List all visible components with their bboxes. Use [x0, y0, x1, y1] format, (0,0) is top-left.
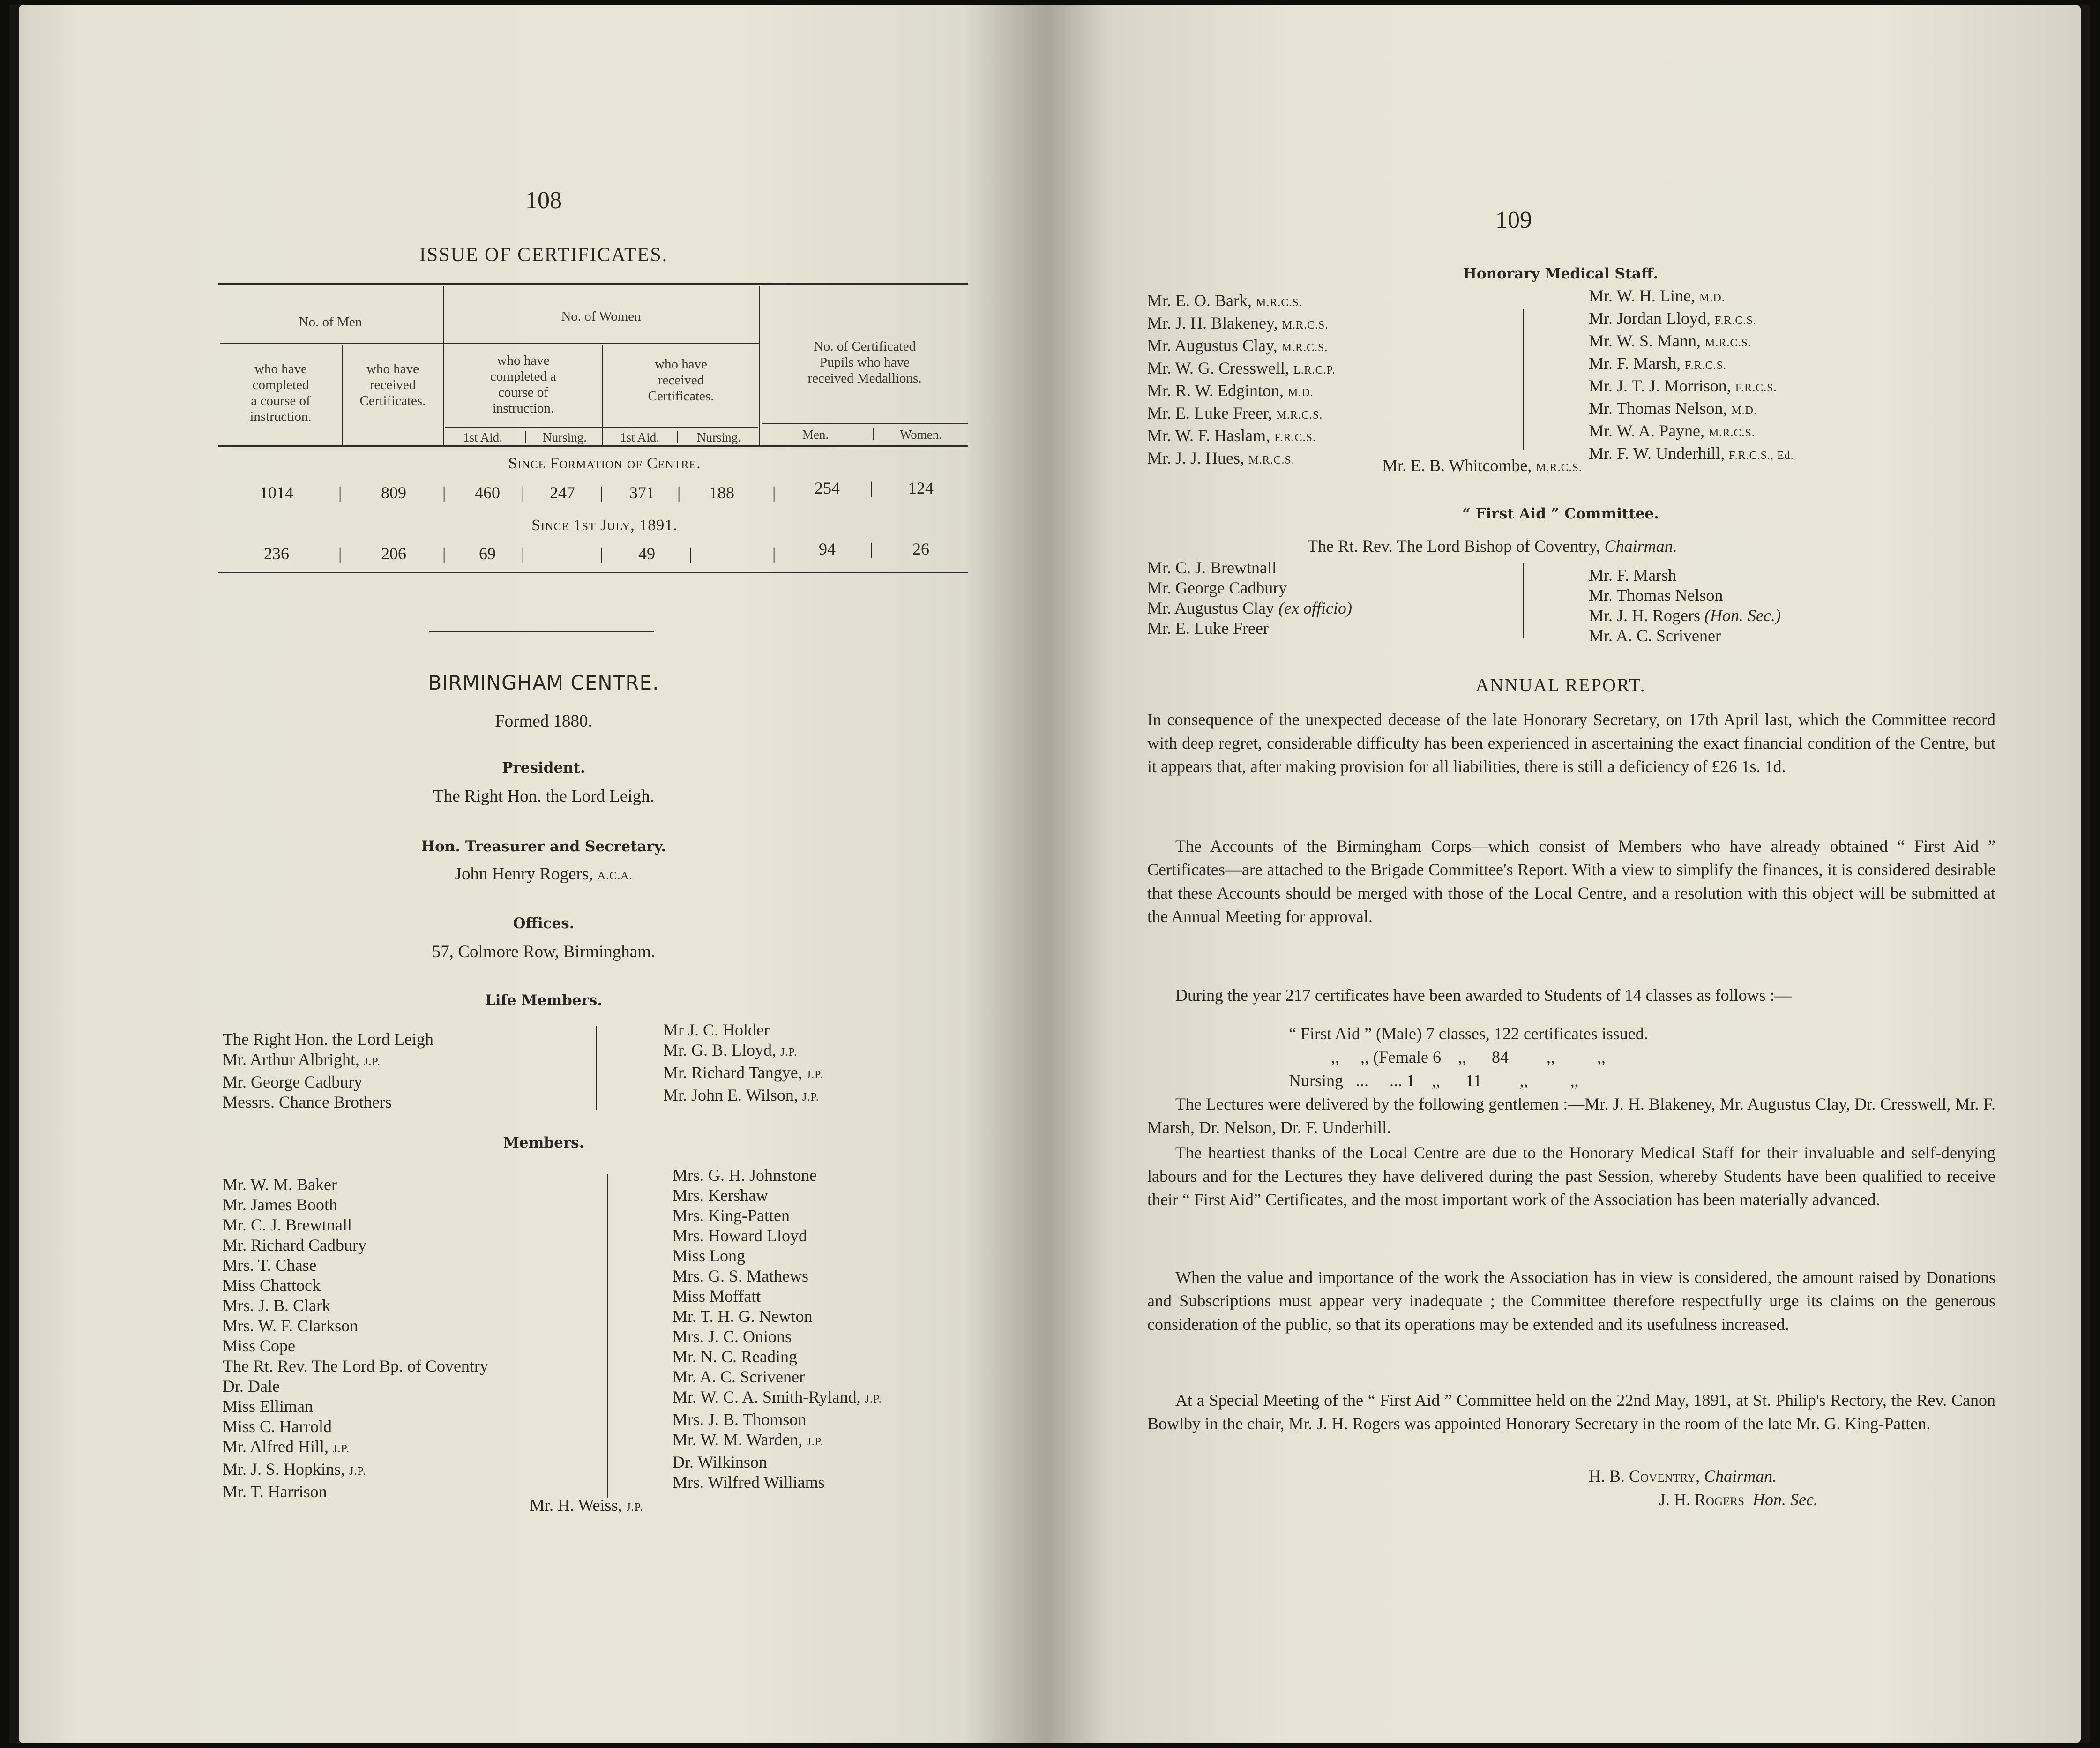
list-item: Mr. Augustus Clay, M.R.C.S. — [1147, 336, 1328, 355]
members-right — [673, 1165, 882, 1493]
list-item: Miss Moffatt — [673, 1287, 761, 1305]
header-medallions: No. of Certificated Pupils who have received Medallions. — [807, 339, 922, 386]
sub-first-aid: 1st Aid. — [620, 430, 660, 444]
members-last: Mr. H. Weiss, J.P. — [530, 1496, 643, 1515]
list-item: Mr. W. H. Line, M.D. — [1589, 286, 1725, 305]
list-item: The Right Hon. the Lord Leigh — [223, 1030, 433, 1049]
offices-address: 57, Colmore Row, Birmingham. — [432, 942, 656, 961]
list-item: Mrs. W. F. Clarkson — [223, 1316, 359, 1335]
header-men-completed: who have completed a course of instruction. — [250, 361, 312, 424]
list-item: Mr. F. Marsh — [1589, 566, 1677, 585]
page-number: 108 — [525, 187, 562, 214]
header-women-received: who have received Certificates. — [648, 357, 714, 404]
sub-men: Men. — [802, 428, 829, 442]
header-women: No. of Women — [561, 309, 641, 324]
report-paragraph: When the value and importance of the work the Association has in view is considered, the amount raised by Donations and Subscriptions must appear very inadequate ; the Committee therefore respectfully urge its claims on the generous consideration of the public, so that its operations may be extended and its usefulness increased. — [1147, 1268, 1995, 1334]
list-item: Mr. W. M. Baker — [223, 1175, 337, 1194]
list-item: Miss Elliman — [223, 1397, 314, 1416]
signature-chairman: H. B. Coventry, Chairman. — [1589, 1467, 1777, 1485]
list-item: Mr. W. C. A. Smith-Ryland, J.P. — [673, 1388, 882, 1406]
signature-secretary: J. H. Rogers Hon. Sec. — [1659, 1490, 1818, 1509]
list-item: Mr J. C. Holder — [663, 1020, 770, 1039]
list-item: Mr. T. H. G. Newton — [673, 1307, 813, 1326]
list-item: Mr. R. W. Edginton, M.D. — [1147, 381, 1314, 400]
list-item: Mr. Thomas Nelson, M.D. — [1589, 399, 1757, 418]
medical-staff-heading: Honorary Medical Staff. — [1463, 265, 1659, 282]
medical-staff-right — [1589, 286, 1794, 466]
list-item: Mr. T. Harrison — [223, 1482, 327, 1501]
sub-first-aid: 1st Aid. — [463, 430, 503, 444]
report-paragraph: At a Special Meeting of the “ First Aid ” Committee held on the 22nd May, 1891, at St. Philip's Rectory, the Rev. Canon Bowlby in the chair, Mr. J. H. Rogers was appointed Honorary Secretary in the room of the late Mr. G. King-Patten. — [1147, 1391, 1995, 1433]
list-item: “ First Aid ” (Male) 7 classes, 122 certificates issued. — [1289, 1024, 1648, 1043]
list-item: Nursing ... ... 1 ,, 11 ,, ,, — [1289, 1071, 1579, 1090]
list-item: ,, ,, (Female 6 ,, 84 ,, ,, — [1331, 1048, 1606, 1066]
medical-staff-left — [1147, 291, 1335, 471]
list-item: Mr. J. T. J. Morrison, F.R.C.S. — [1589, 376, 1777, 395]
header-men-received: who have received Certificates. — [359, 361, 426, 408]
list-item: Mr. George Cadbury — [223, 1073, 363, 1091]
president-name: The Right Hon. the Lord Leigh. — [433, 787, 654, 806]
list-item: Miss Long — [673, 1246, 746, 1265]
list-item: Mr. J. S. Hopkins, J.P. — [223, 1460, 366, 1478]
report-paragraph: The Lectures were delivered by the following gentlemen :—Mr. J. H. Blakeney, Mr. Augustus Clay, Dr. Cresswell, Mr. F. Marsh, Dr. Nelson, Dr. F. Underhill. — [1147, 1095, 1995, 1137]
centre-title: BIRMINGHAM CENTRE. — [428, 671, 659, 694]
committee-heading: “ First Aid ” Committee. — [1462, 505, 1659, 522]
treasurer-heading: Hon. Treasurer and Secretary. — [421, 838, 666, 855]
report-paragraph: The heartiest thanks of the Local Centre are due to the Honorary Medical Staff for their invaluable and self-denying labours and for the Lectures they have delivered during the past Session, whereby Students have been qualified to receive their “ First Aid” Certificates, and the most important work of the Association has been materially advanced. — [1147, 1143, 1995, 1209]
treasurer-name: John Henry Rogers, A.C.A. — [455, 864, 633, 884]
committee-chairman: The Rt. Rev. The Lord Bishop of Coventry, Chairman. — [1308, 537, 1677, 555]
members-heading: Members. — [503, 1134, 584, 1151]
list-item: Mrs. J. C. Onions — [673, 1327, 792, 1346]
list-item: Mr. J. J. Hues, M.R.C.S. — [1147, 449, 1295, 467]
list-item: Mr. E. Luke Freer — [1147, 619, 1269, 638]
list-item: Dr. Dale — [223, 1377, 280, 1395]
right-page — [1045, 5, 2081, 1743]
list-item: Dr. Wilkinson — [673, 1453, 767, 1471]
list-item: Mr. Thomas Nelson — [1589, 586, 1723, 605]
committee-left — [1147, 558, 1352, 638]
list-item: Mr. George Cadbury — [1147, 578, 1287, 597]
list-item: Mrs. King-Patten — [673, 1206, 790, 1225]
list-item: Mr. Arthur Albright, J.P. — [223, 1050, 381, 1069]
formed-date: Formed 1880. — [495, 712, 592, 731]
list-item: Mrs. T. Chase — [223, 1256, 317, 1275]
medical-staff-last: Mr. E. B. Whitcombe, M.R.C.S. — [1383, 456, 1583, 475]
committee-right — [1589, 565, 1781, 646]
annual-report-heading: ANNUAL REPORT. — [1475, 675, 1646, 696]
life-members-heading: Life Members. — [485, 992, 603, 1009]
sub-women: Women. — [899, 428, 942, 442]
list-item: Mrs. G. H. Johnstone — [673, 1166, 817, 1185]
list-item: The Rt. Rev. The Lord Bp. of Coventry — [223, 1357, 488, 1375]
list-item: Mr. F. W. Underhill, F.R.C.S., Ed. — [1589, 444, 1794, 463]
list-item: Mr. Richard Tangye, J.P. — [663, 1063, 823, 1082]
sub-nursing: Nursing. — [543, 430, 587, 444]
list-item: Mr. W. G. Cresswell, L.R.C.P. — [1147, 359, 1336, 377]
header-men: No. of Men — [299, 315, 362, 330]
left-page: 108 ISSUE OF CERTIFICATES. No. of Men No. of Women who have completed a course of instruction. who have received Certificates. who have completed a course of instruction. who have received Certificates. No. of Certificated Pupils who have received Medallions. 1st Aid. Nursing. 1st Aid. Nursing. Men. Women. Since Formation of Centre. 1014 | 809 | 460 | 247 | 371 | 188 | 254 | 124 Since 1st July, 1891. 236 | 206 | 69 | | 49 | | 94 | 26 BIRMINGHAM CENTRE. Formed 1880. President. The Right Hon. the Lord Leigh. Hon. Treasurer and Secretary. John Henry Rogers, A.C.A. Offices. 57, Colmore Row, Birmingham. Life Members. The Right Hon. the Lord Leigh Mr. Arthur Albright, J.P. Mr. George Cadbury Messrs. Chance Brothers Mr J. C. Holder Mr. G. B. Lloyd, J.P. Mr. Richard Tangye, J.P. Mr. John E. Wilson, J.P. Members. Mr. W. M. Baker Mr. James Booth Mr. C. J. Brewtnall Mr. Richard Cadbury Mrs. T. Chase Miss Chattock Mrs. J. B. Clark Mrs. W. F. Clarkson Miss Cope The Rt. Rev. The Lord Bp. of Coventry Dr. Dale Miss Elliman Miss C. Harrold Mr. Alfred Hill, J.P. Mr. J. S. Hopkins, J.P. Mr. T. Harrison Mrs. G. H. Johnstone Mrs. Kershaw Mrs. King-Patten Mrs. Howard Lloyd Miss Long Mrs. G. S. Mathews Miss Moffatt Mr. T. H. G. Newton Mrs. J. C. Onions Mr. N. C. Reading Mr. A. C. Scrivener Mr. W. C. A. Smith-Ryland, J.P. Mrs. J. B. Thomson Mr. W. M. Warden, J.P. Dr. Wilkinson Mrs. Wilfred Williams Mr. H. Weiss, J.P. — [19, 5, 1045, 1743]
sub-nursing: Nursing. — [697, 430, 741, 444]
list-item: Mr. N. C. Reading — [673, 1347, 797, 1366]
report-paragraph: In consequence of the unexpected decease of the late Honorary Secretary, on 17th April last, which the Committee record with deep regret, considerable difficulty has been experienced in ascertaining the exact financial condition of the Centre, but it appears that, after making provision for all liabilities, there is still a deficiency of £26 1s. 1d. — [1147, 710, 1995, 776]
list-item: Mr. Richard Cadbury — [223, 1236, 366, 1254]
list-item: Mr. A. C. Scrivener — [673, 1367, 805, 1386]
column-divider — [1523, 563, 1524, 638]
list-item: Mrs. Kershaw — [673, 1186, 768, 1205]
list-item: Miss Cope — [223, 1336, 296, 1355]
list-item: Mr. J. H. Rogers (Hon. Sec.) — [1589, 606, 1781, 625]
list-item: Miss Chattock — [223, 1276, 321, 1295]
list-item: Mrs. Howard Lloyd — [673, 1226, 807, 1245]
offices-heading: Offices. — [513, 915, 575, 932]
list-item: Mr. James Booth — [223, 1195, 338, 1214]
since-july-label: Since 1st July, 1891. — [531, 517, 678, 534]
list-item: Mrs. J. B. Thomson — [673, 1410, 807, 1429]
list-item: Mr. W. M. Warden, J.P. — [673, 1430, 824, 1449]
list-item: Mr. C. J. Brewtnall — [1147, 558, 1277, 577]
report-paragraph: During the year 217 certificates have been awarded to Students of 14 classes as follows :— — [1175, 986, 1792, 1005]
members-left — [223, 1175, 488, 1502]
president-heading: President. — [502, 759, 585, 776]
list-item: Mr. J. H. Blakeney, M.R.C.S. — [1147, 314, 1329, 332]
list-item: Miss C. Harrold — [223, 1417, 332, 1436]
header-women-completed: who have completed a course of instruction. — [490, 353, 556, 416]
class-list — [1289, 1022, 1648, 1092]
list-item: Mrs. J. B. Clark — [223, 1296, 331, 1315]
list-item: Mrs. Wilfred Williams — [673, 1473, 825, 1492]
list-item: Mr. G. B. Lloyd, J.P. — [663, 1041, 798, 1059]
list-item: Mr. John E. Wilson, J.P. — [663, 1086, 819, 1104]
list-item: Mr. W. S. Mann, M.R.C.S. — [1589, 331, 1751, 350]
list-item: Messrs. Chance Brothers — [223, 1093, 392, 1111]
column-divider — [596, 1026, 597, 1110]
since-formation-label: Since Formation of Centre. — [508, 455, 701, 472]
list-item: Mr. C. J. Brewtnall — [223, 1215, 352, 1234]
list-item: Mr. W. A. Payne, M.R.C.S. — [1589, 421, 1755, 440]
list-item: Mr. F. Marsh, F.R.C.S. — [1589, 354, 1726, 373]
divider — [429, 631, 654, 632]
list-item: Mr. Alfred Hill, J.P. — [223, 1437, 350, 1456]
list-item: Mr. Augustus Clay (ex officio) — [1147, 599, 1352, 617]
report-paragraph: The Accounts of the Birmingham Corps—which consist of Members who have already obtained “ First Aid ” Certificates—are attached to the Brigade Committee's Report. With a view to simplify the finances, it is considered desirable that these Accounts should be merged with those of the Local Centre, and a resolution with this object will be submitted at the Annual Meeting for approval. — [1147, 837, 1995, 926]
list-item: Mr. Jordan Lloyd, F.R.C.S. — [1589, 309, 1756, 328]
list-item: Mrs. G. S. Mathews — [673, 1267, 809, 1285]
list-item: Mr. W. F. Haslam, F.R.C.S. — [1147, 426, 1316, 445]
column-divider — [607, 1174, 608, 1498]
column-divider — [1523, 309, 1524, 450]
list-item: Mr. E. O. Bark, M.R.C.S. — [1147, 291, 1302, 310]
life-members-right — [663, 1020, 823, 1108]
page-number: 109 — [1495, 207, 1532, 233]
list-item: Mr. E. Luke Freer, M.R.C.S. — [1147, 404, 1323, 422]
life-members-left — [223, 1029, 433, 1112]
list-item: Mr. A. C. Scrivener — [1589, 626, 1721, 645]
book-spread — [9, 5, 2090, 1743]
section-title: ISSUE OF CERTIFICATES. — [419, 244, 668, 266]
